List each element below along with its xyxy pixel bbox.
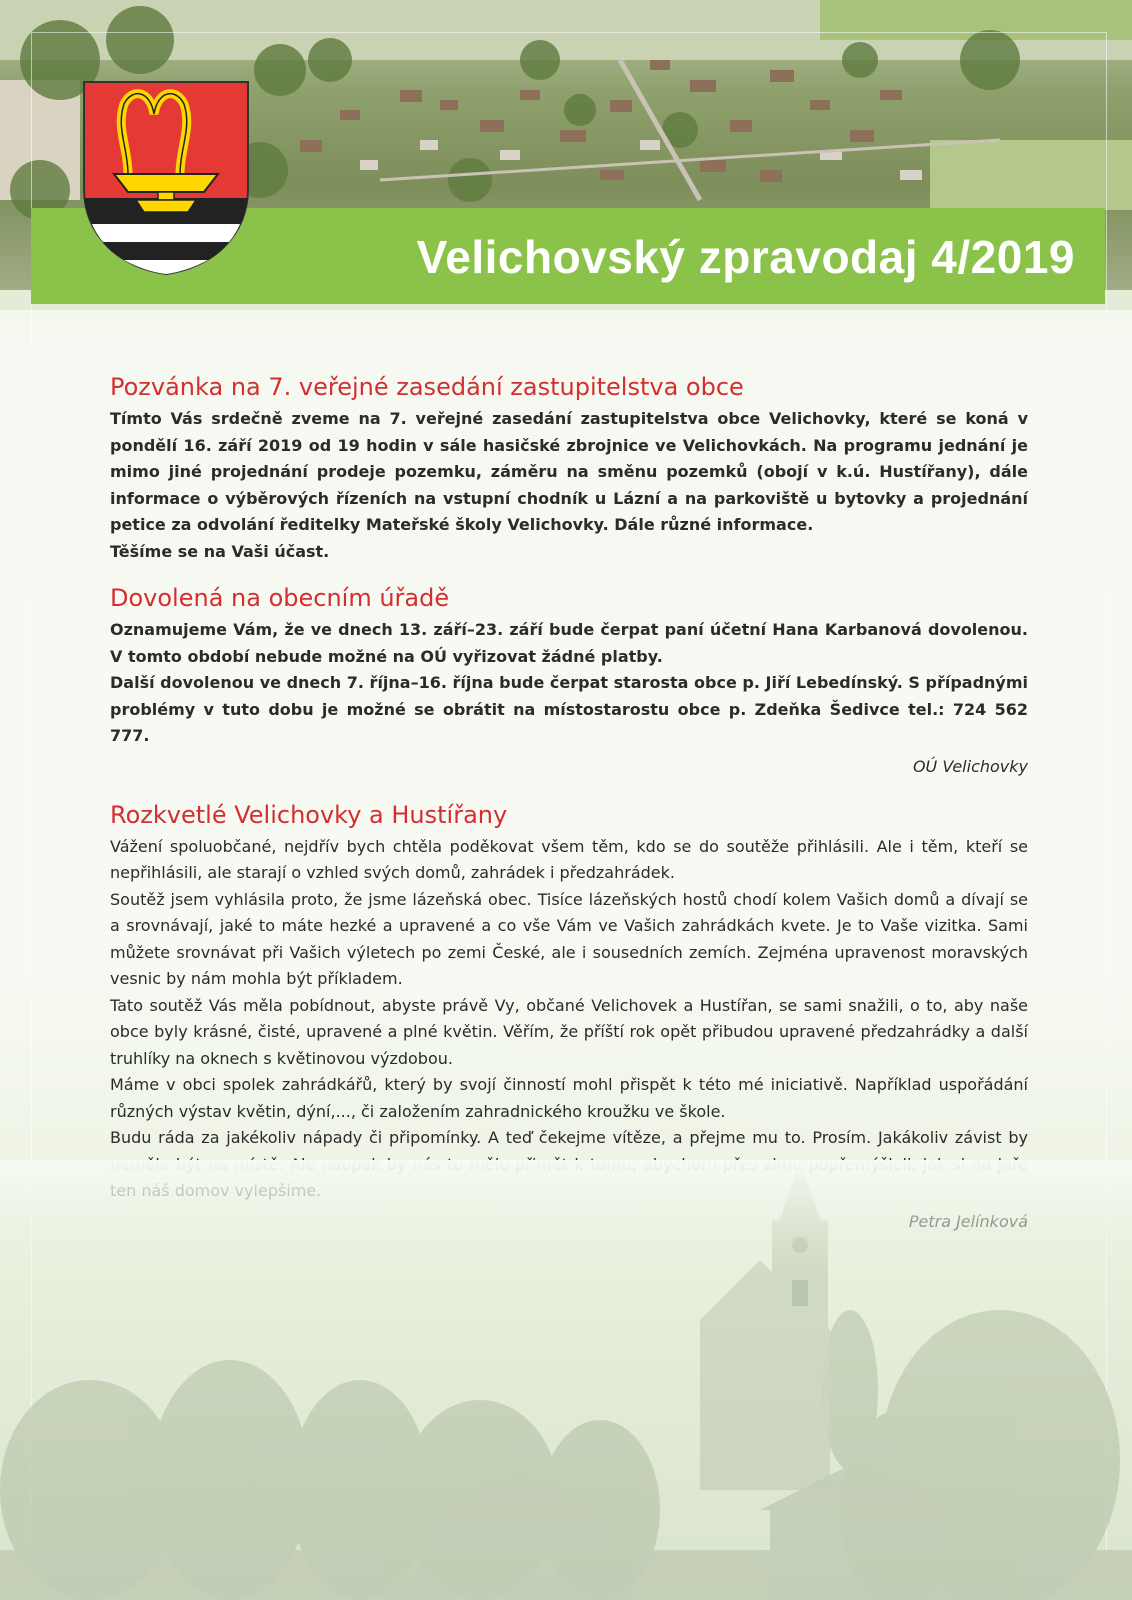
paragraph: Tímto Vás srdečně zveme na 7. veřejné zasedání zastupitelstva obce Velichovky, které se koná v pondělí 16. září 2019 od 19 hodin v sále hasičské zbrojnice ve Velichovkách. Na programu jednání je mimo jiné projednání prodeje pozemku, záměru na směnu pozemků (obojí v k.ú. Hustířany), dále informace o výběrových řízeních na vstupní chodník u Lázní a na parkoviště u bytovky a projednání petice za odvolání ředitelky Mateřské školy Velichovky. Dále různé informace.: [110, 409, 1028, 534]
signature: OÚ Velichovky: [912, 756, 1028, 776]
paragraph: Soutěž jsem vyhlásila proto, že jsme lázeňská obec. Tisíce lázeňských hostů chodí kolem Vašich domů a dívají se a srovnávají, jaké to máte hezké a upravené a co vše Vám ve Vašich zahrádkách kvete. Je to Vaše vizitka. Sami můžete srovnávat při Vašich výletech po zemi České, ale i sousedních zemích. Zejména upravenost moravských vesnic by nám mohla být příkladem.: [110, 889, 1028, 988]
section-vacation: [110, 583, 1028, 782]
paragraph: Tato soutěž Vás měla pobídnout, abyste právě Vy, občané Velichovek a Hustířan, se sami snažili, o to, aby naše obce byly krásné, čisté, upravené a plné květin. Věřím, že příští rok opět přibudou upravené předzahrádky a další truhlíky na oknech s květinovou výzdobou.: [110, 995, 1028, 1068]
section-invitation: [110, 372, 1028, 565]
paragraph: Těšíme se na Vaši účast.: [110, 541, 330, 561]
articles: [110, 372, 1028, 1255]
section-heading: Dovolená na obecním úřadě: [110, 584, 450, 612]
paragraph: Oznamujeme Vám, že ve dnech 13. září–23. září bude čerpat paní účetní Hana Karbanová dovolenou. V tomto období nebude možné na OÚ vyřizovat žádné platby.: [110, 620, 1028, 666]
newsletter-title: Velichovský zpravodaj 4/2019: [416, 231, 1075, 283]
paragraph: Další dovolenou ve dnech 7. října–16. října bude čerpat starosta obce p. Jiří Lebedínský. S případnými problémy v tuto dobu je možné se obrátit na místostarostu obce p. Zdeňka Šedivce tel.: 724 562 777.: [110, 673, 1028, 745]
section-heading: Pozvánka na 7. veřejné zasedání zastupitelstva obce: [110, 373, 744, 401]
church-landscape-illustration: [0, 1160, 1132, 1600]
paragraph: Vážení spoluobčané, nejdřív bych chtěla poděkovat všem těm, kdo se do soutěže přihlásili. Ale i těm, kteří se nepřihlásili, ale starají o vzhled svých domů, zahrádek i předzahrádek.: [110, 836, 1028, 882]
paragraph: Máme v obci spolek zahrádkářů, který by svojí činností mohl přispět k této mé iniciativě. Například uspořádání různých výstav květin, dýní,..., či založením zahradnického kroužku ve škole.: [110, 1075, 1028, 1121]
paragraph: Budu ráda za jakékoliv nápady či připomínky. A teď čekejme vítěze, a přejme mu to. Prosím. Jakákoliv závist by: [110, 1128, 1028, 1147]
coat-of-arms-icon: [80, 78, 252, 278]
section-heading: Rozkvetlé Velichovky a Hustířany: [110, 800, 508, 829]
